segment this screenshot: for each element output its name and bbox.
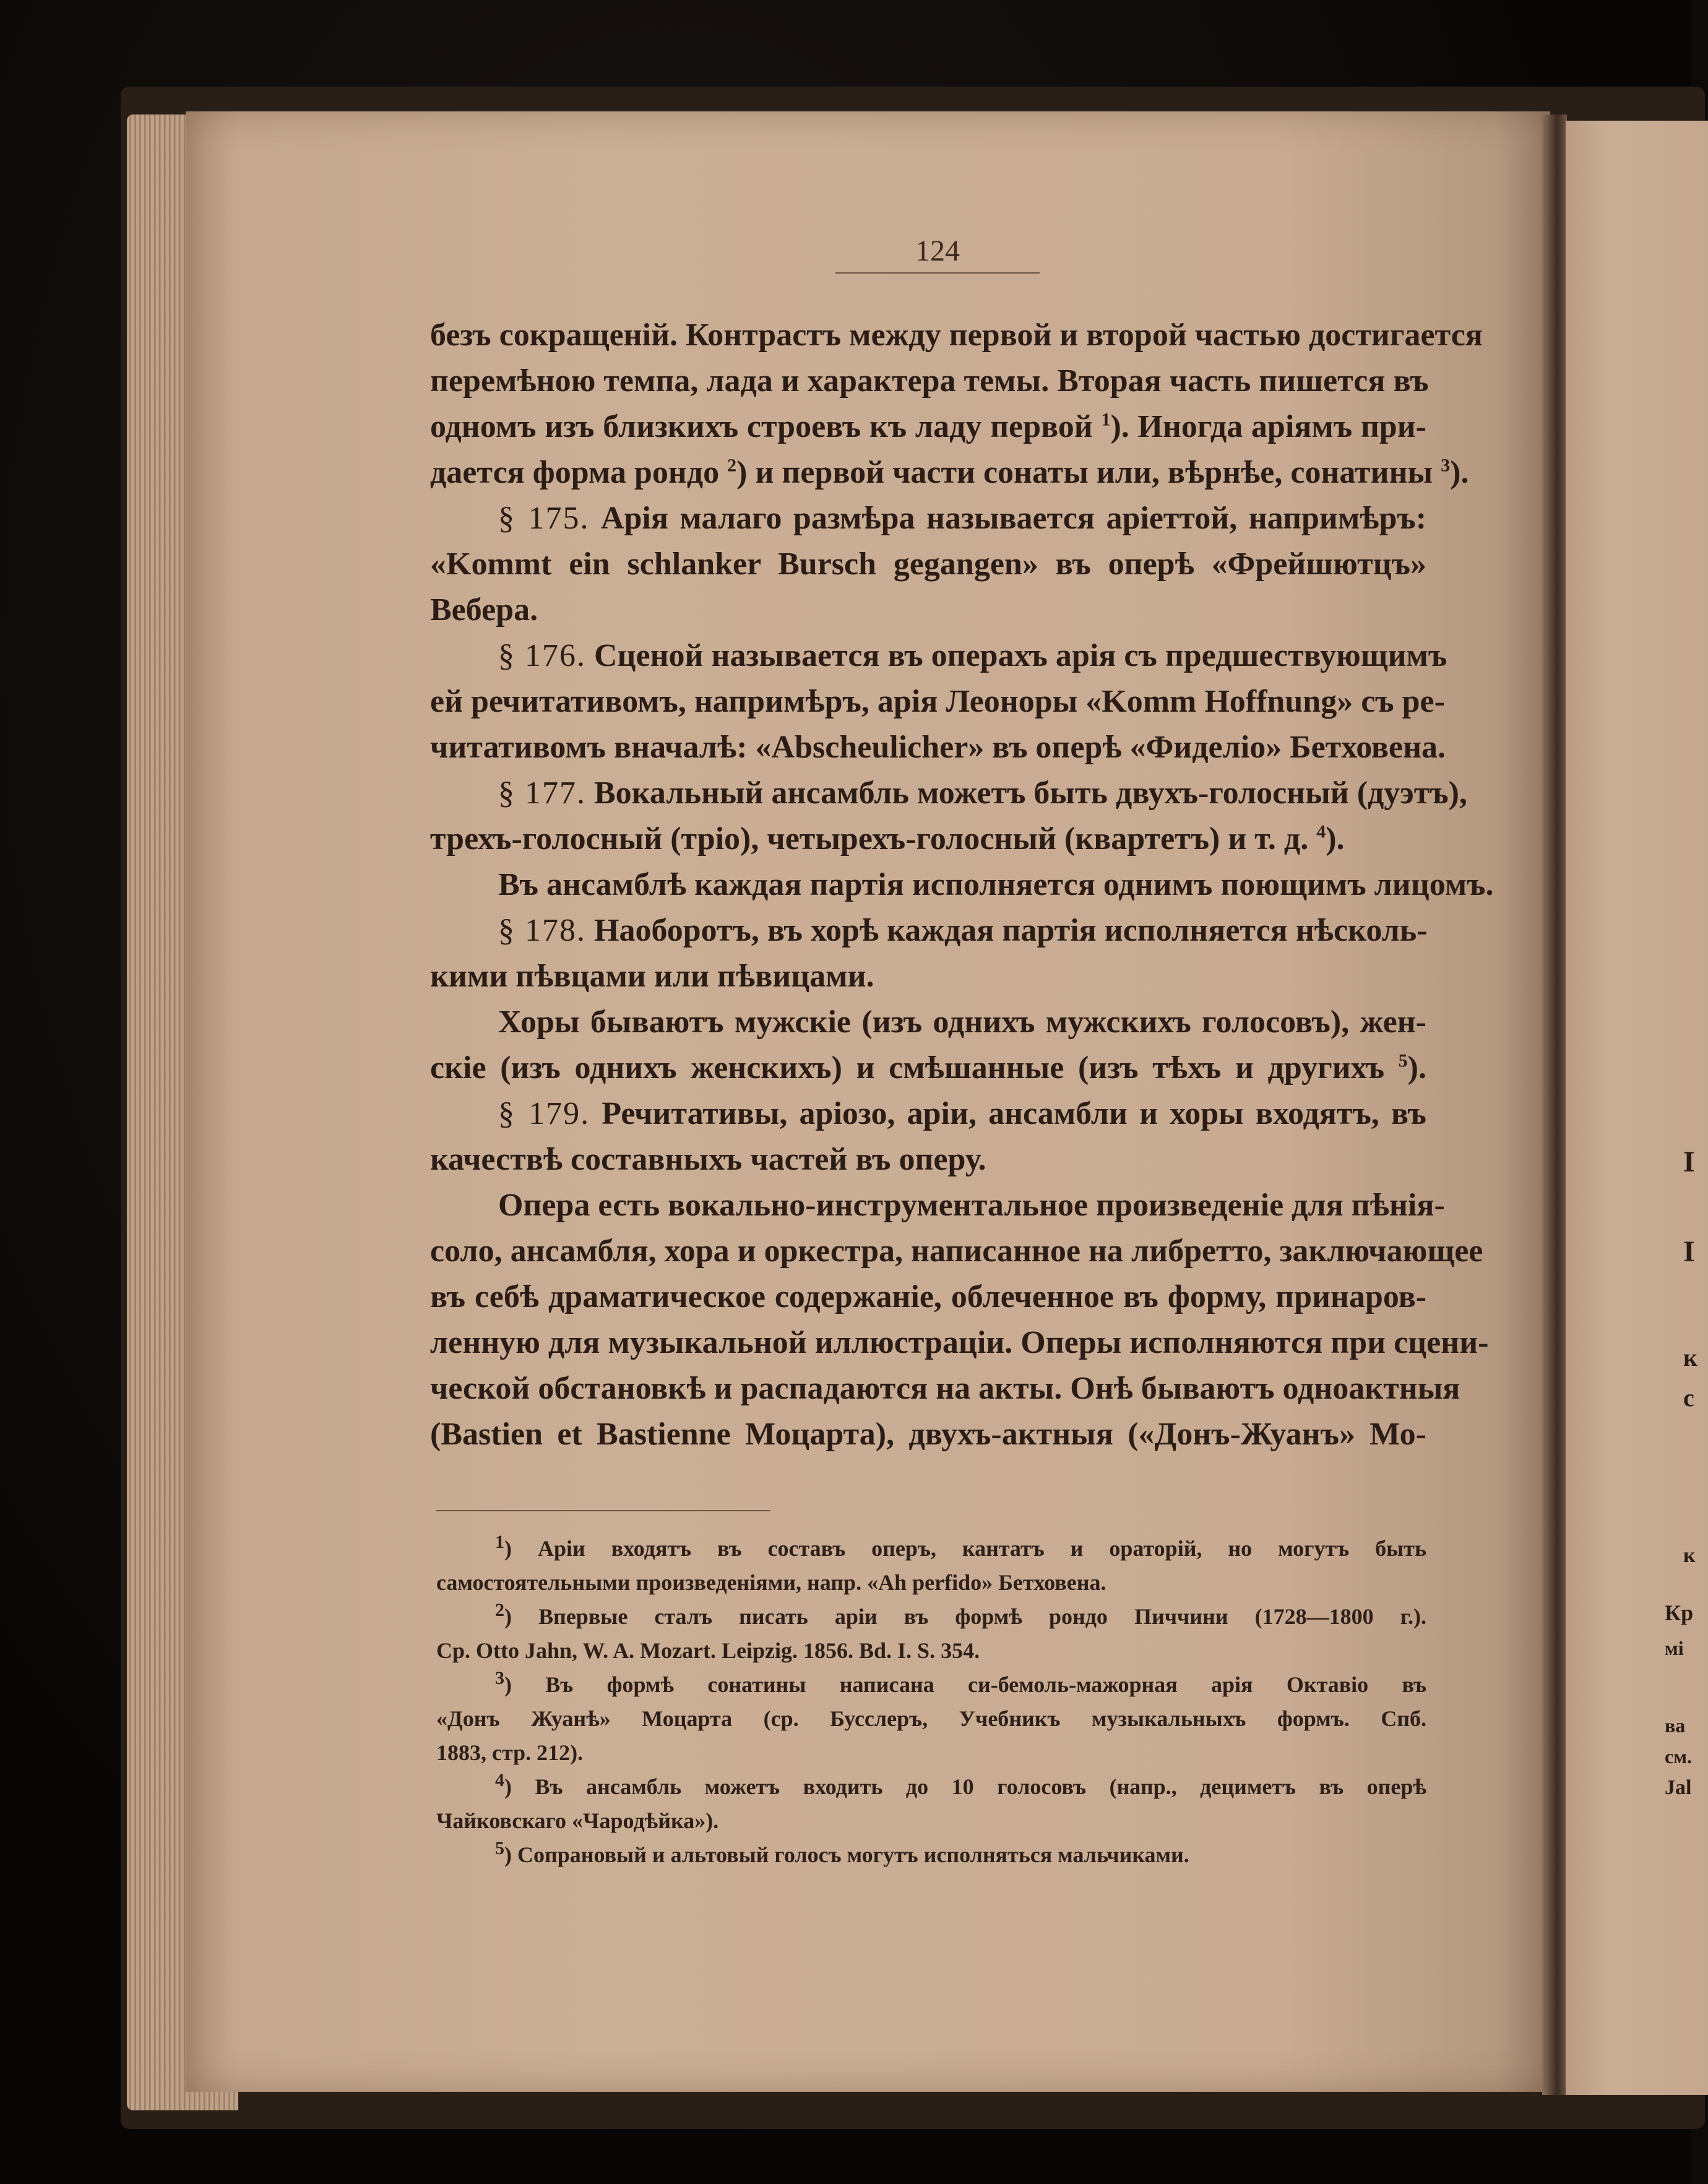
- footnote-paren: ): [504, 1774, 535, 1799]
- footnote-marker: 5: [1398, 1050, 1408, 1071]
- footnote-line: [436, 1566, 1426, 1600]
- text-run: кими пѣвцами или пѣвицами.: [430, 959, 874, 994]
- header-rule: [835, 272, 1040, 274]
- text-line: [430, 725, 1446, 770]
- footnote-paren: ): [504, 1842, 517, 1867]
- book-gutter: [1542, 114, 1567, 2095]
- facing-fragment: I: [1683, 1146, 1695, 1178]
- footnote-mark: 1: [495, 1532, 504, 1552]
- footnote-mark: 4: [495, 1770, 504, 1790]
- text-run: Наоборотъ, въ хорѣ каждая партія исполняется нѣсколь-: [586, 913, 1428, 948]
- text-run: ческой обстановкѣ и распадаются на акты. Онѣ бываютъ одноактныя: [430, 1371, 1460, 1406]
- text-line: [430, 1137, 1426, 1183]
- text-run: безъ сокращеній. Контрастъ между первой и второй частью достигается: [430, 317, 1483, 353]
- footnote-mark: 2: [495, 1600, 504, 1620]
- text-run: ).: [1326, 821, 1345, 857]
- text-line: [430, 313, 1483, 358]
- text-run: ленную для музыкальной иллюстраціи. Оперы исполняются при сцени-: [430, 1325, 1489, 1360]
- text-run: Вебера.: [430, 592, 538, 628]
- text-run: Арія малаго размѣра называется аріеттой, напримѣръ:: [589, 501, 1427, 536]
- footnote-text: «Донъ Жуанѣ» Моцарта (ср. Бусслеръ, Учебникъ музыкальныхъ формъ. Спб.: [436, 1706, 1426, 1731]
- text-line: [430, 770, 1467, 816]
- text-line: [430, 679, 1445, 725]
- text-line: [430, 816, 1426, 862]
- text-line: [430, 908, 1426, 954]
- text-run: (Bastien et Bastienne Моцарта), двухъ-актныя («Донъ-Жуанъ» Мо-: [430, 1417, 1426, 1452]
- text-line: [430, 450, 1469, 496]
- footnote-line: [436, 1532, 1426, 1566]
- text-line: [430, 496, 1426, 542]
- section-number: § 175.: [498, 501, 590, 536]
- facing-fragment: Jal: [1665, 1776, 1692, 1799]
- text-run: въ себѣ драматическое содержаніе, облеченное въ форму, принаров-: [430, 1279, 1426, 1314]
- section-number: § 176.: [498, 638, 586, 673]
- text-line: [430, 1183, 1445, 1228]
- footnote-paren: ): [504, 1604, 539, 1629]
- footnote-rule: [436, 1510, 770, 1511]
- facing-fragment: с: [1683, 1384, 1694, 1412]
- text-line: [430, 1228, 1483, 1274]
- text-run: ). Иногда аріямъ при-: [1110, 409, 1426, 444]
- text-line: [430, 1045, 1426, 1091]
- footnotes: [436, 1532, 1426, 1872]
- text-run: ) и первой части сонаты или, вѣрнѣе, сонатины: [736, 455, 1441, 490]
- facing-fragment: ва: [1665, 1714, 1686, 1737]
- footnote-text: Ср. Otto Jahn, W. A. Mozart. Leipzig. 1856. Bd. I. S. 354.: [436, 1638, 980, 1663]
- text-run: Въ ансамблѣ каждая партія исполняется однимъ поющимъ лицомъ.: [498, 867, 1494, 902]
- text-line: [430, 1412, 1426, 1457]
- text-line: [430, 404, 1426, 450]
- text-line: [430, 862, 1494, 908]
- footnote-paren: ): [504, 1672, 546, 1697]
- text-line: [430, 542, 1426, 587]
- footnote-line: [436, 1736, 1426, 1770]
- footnote-line: [436, 1600, 1426, 1634]
- text-line: [430, 954, 1426, 999]
- footnote-text: 1883, стр. 212).: [436, 1740, 584, 1765]
- text-line: [430, 999, 1426, 1045]
- text-line: [430, 1366, 1460, 1412]
- text-run: Хоры бываютъ мужскіе (изъ однихъ мужскихъ голосовъ), жен-: [498, 1004, 1426, 1040]
- footnote-text: Въ формѣ сонатины написана си-бемоль-мажорная арія Октавіо въ: [545, 1672, 1426, 1697]
- text-run: соло, ансамбля, хора и оркестра, написанное на либретто, заключающее: [430, 1233, 1483, 1269]
- text-run: Речитативы, аріозо, аріи, ансамбли и хоры входятъ, въ: [590, 1096, 1426, 1131]
- text-run: трехъ-голосный (тріо), четырехъ-голосный (квартетъ) и т. д.: [430, 821, 1317, 857]
- text-run: перемѣною темпа, лада и характера темы. Вторая часть пишется въ: [430, 363, 1429, 399]
- facing-fragment: к: [1683, 1344, 1698, 1371]
- footnote-marker: 3: [1441, 455, 1451, 476]
- text-run: качествѣ составныхъ частей въ оперу.: [430, 1142, 986, 1177]
- footnote-mark: 3: [495, 1668, 504, 1688]
- footnote-line: [436, 1634, 1426, 1668]
- footnote-text: Сопрановый и альтовый голосъ могутъ исполняться мальчиками.: [517, 1842, 1189, 1867]
- footnote-text: Чайковскаго «Чародѣйка»).: [436, 1808, 719, 1833]
- footnote-line: [436, 1804, 1426, 1838]
- footnote-paren: ): [504, 1536, 538, 1561]
- text-run: читативомъ вначалѣ: «Abscheulicher» въ оперѣ «Фиделіо» Бетховена.: [430, 730, 1446, 765]
- footnote-marker: 4: [1316, 821, 1326, 842]
- footnote-text: Впервые сталъ писать аріи въ формѣ рондо Пиччини (1728—1800 г.).: [538, 1604, 1426, 1629]
- facing-page: [1566, 121, 1708, 2095]
- text-line: [430, 358, 1429, 404]
- text-line: [430, 633, 1447, 679]
- footnote-text: самостоятельными произведеніями, напр. «Ah perfido» Бетховена.: [436, 1570, 1106, 1595]
- section-number: § 178.: [498, 913, 586, 948]
- text-run: Вокальный ансамбль можетъ быть двухъ-голосный (дуэтъ),: [586, 775, 1467, 811]
- footnote-marker: 1: [1101, 409, 1111, 430]
- facing-fragment: мі: [1665, 1637, 1684, 1659]
- footnote-line: [436, 1770, 1426, 1804]
- text-line: [430, 1091, 1426, 1137]
- footnote-line: [436, 1838, 1426, 1872]
- text-run: ).: [1407, 1050, 1426, 1086]
- footnote-marker: 2: [727, 455, 737, 476]
- facing-fragment: см.: [1665, 1745, 1692, 1767]
- footnote-line: [436, 1702, 1426, 1736]
- text-run: ей речитативомъ, напримѣръ, арія Леоноры «Komm Hoffnung» съ ре-: [430, 684, 1445, 719]
- facing-fragment: к: [1683, 1544, 1696, 1567]
- text-run: скіе (изъ однихъ женскихъ) и смѣшанные (изъ тѣхъ и другихъ: [430, 1050, 1399, 1086]
- body-text: [430, 313, 1494, 1457]
- text-line: [430, 1274, 1426, 1320]
- facing-fragment: Кр: [1665, 1600, 1694, 1625]
- footnote-text: Въ ансамбль можетъ входить до 10 голосовъ (напр., дециметъ въ оперѣ: [535, 1774, 1426, 1799]
- text-run: Сценой называется въ операхъ арія съ предшествующимъ: [586, 638, 1447, 673]
- text-run: ).: [1450, 455, 1469, 490]
- text-line: [430, 587, 1426, 633]
- text-run: дается форма рондо: [430, 455, 728, 490]
- page-number: 124: [915, 235, 960, 267]
- section-number: § 177.: [498, 775, 586, 811]
- footnote-line: [436, 1668, 1426, 1702]
- footnote-text: Аріи входятъ въ составъ оперъ, кантатъ и ораторій, но могутъ быть: [537, 1536, 1426, 1561]
- text-line: [430, 1320, 1489, 1366]
- section-number: § 179.: [498, 1096, 590, 1131]
- text-run: «Kommt ein schlanker Bursch gegangen» въ оперѣ «Фрейшютцъ»: [430, 546, 1426, 582]
- text-run: Опера есть вокально-инструментальное произведеніе для пѣнія-: [498, 1188, 1445, 1223]
- facing-fragment: I: [1683, 1235, 1695, 1268]
- footnote-mark: 5: [495, 1838, 504, 1858]
- text-run: одномъ изъ близкихъ строевъ къ ладу первой: [430, 409, 1102, 444]
